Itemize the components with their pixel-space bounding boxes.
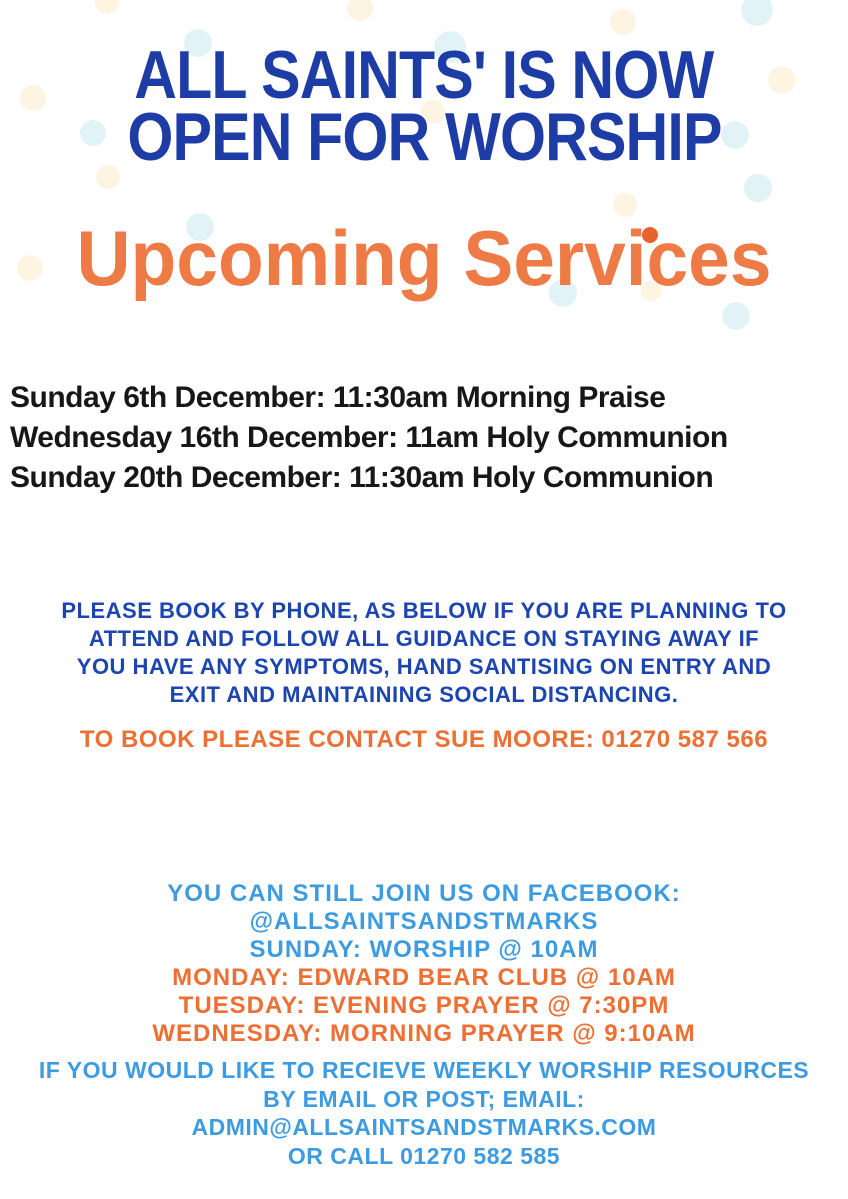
facebook-tuesday-line: TUESDAY: EVENING PRAYER @ 7:30PM — [178, 992, 670, 1019]
resources-line: BY EMAIL OR POST; EMAIL: — [263, 1085, 585, 1112]
poster-title — [0, 37, 848, 175]
decorative-dot — [347, 0, 373, 21]
facebook-handle: @ALLSAINTSANDSTMARKS — [249, 908, 599, 935]
facebook-schedule — [0, 880, 848, 1048]
facebook-info-line: YOU CAN STILL JOIN US ON FACEBOOK: — [167, 880, 681, 907]
title-line-2: OPEN FOR WORSHIP — [126, 99, 722, 175]
resources-line: IF YOU WOULD LIKE TO RECIEVE WEEKLY WORSHIP RESOURCES — [38, 1057, 810, 1083]
resources-phone: OR CALL 01270 582 585 — [287, 1142, 561, 1169]
facebook-sunday-line: SUNDAY: WORSHIP @ 10AM — [249, 936, 599, 963]
facebook-monday-line: MONDAY: EDWARD BEAR CLUB @ 10AM — [172, 964, 676, 991]
worship-resources-info — [0, 1056, 848, 1170]
decorative-dot — [95, 0, 119, 14]
notice-line: ATTEND AND FOLLOW ALL GUIDANCE ON STAYING AWAY IF — [88, 626, 760, 651]
notice-line: YOU HAVE ANY SYMPTOMS, HAND SANTISING ON ENTRY AND — [76, 654, 772, 679]
poster-subtitle: Upcoming Services — [76, 214, 772, 302]
service-schedule — [10, 378, 728, 498]
decorative-dot — [610, 9, 636, 35]
decorative-dot — [744, 174, 772, 202]
service-item: Sunday 6th December: 11:30am Morning Praise — [10, 381, 666, 414]
decorative-dot — [96, 165, 120, 189]
facebook-wednesday-line: WEDNESDAY: MORNING PRAYER @ 9:10AM — [152, 1020, 696, 1047]
notice-line: PLEASE BOOK BY PHONE, AS BELOW IF YOU ARE PLANNING TO — [61, 598, 787, 623]
title-line-1: ALL SAINTS' IS NOW — [134, 37, 714, 113]
resources-email: ADMIN@ALLSAINTSANDSTMARKS.COM — [191, 1114, 657, 1140]
service-item: Wednesday 16th December: 11am Holy Communion — [10, 421, 728, 454]
decorative-dot — [722, 302, 750, 330]
service-item: Sunday 20th December: 11:30am Holy Communion — [10, 461, 714, 494]
booking-contact: TO BOOK PLEASE CONTACT SUE MOORE: 01270 587 566 — [79, 726, 769, 753]
decorative-dot — [741, 0, 773, 26]
booking-notice — [0, 597, 848, 709]
notice-line: EXIT AND MAINTAINING SOCIAL DISTANCING. — [169, 682, 679, 707]
